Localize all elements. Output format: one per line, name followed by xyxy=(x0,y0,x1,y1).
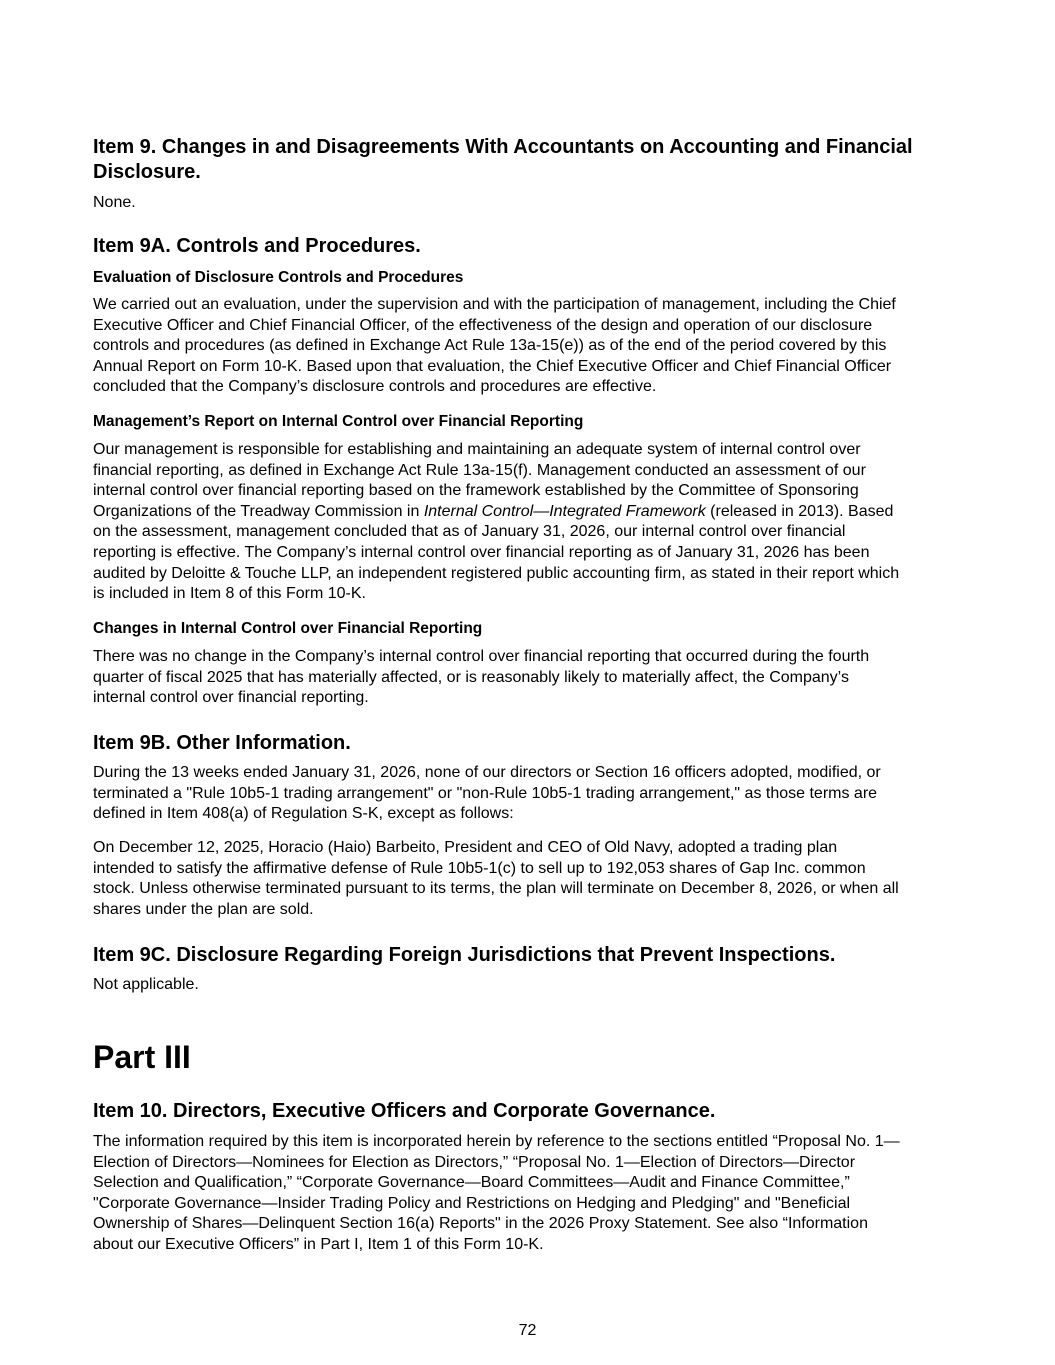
item9c-heading: Item 9C. Disclosure Regarding Foreign Jurisdictions that Prevent Inspections. xyxy=(93,944,836,966)
text-line: We carried out an evaluation, under the supervision and with the participation of management, including the Chief xyxy=(93,296,896,313)
management-report-subheading: Management’s Report on Internal Control over Financial Reporting xyxy=(93,413,584,430)
heading-line: Disclosure. xyxy=(93,161,201,183)
text-line: Executive Officer and Chief Financial Officer, of the effectiveness of the design and operation of our disclosure xyxy=(93,316,873,334)
italic-title: Internal Control—Integrated Framework xyxy=(423,502,706,520)
text-line: terminated a "Rule 10b5-1 trading arrangement" or "non-Rule 10b5-1 trading arrangement," as those terms are xyxy=(93,784,878,802)
text-line: "Corporate Governance—Insider Trading Policy and Restrictions on Hedging and Pledging" and "Beneficial xyxy=(93,1194,851,1212)
disclosure-controls-subheading: Evaluation of Disclosure Controls and Procedures xyxy=(93,269,464,286)
text-line: is included in Item 8 of this Form 10-K. xyxy=(93,585,366,603)
text-line: quarter of fiscal 2025 that has materially affected, or is reasonably likely to materially affect, the Company’s xyxy=(93,668,849,686)
text-line: controls and procedures (as defined in Exchange Act Rule 13a-15(e)) as of the end of the period covered by this xyxy=(93,337,887,355)
heading-line: Item 9. Changes in and Disagreements With Accountants on Accounting and Financial xyxy=(93,136,913,158)
part-title: Part III xyxy=(93,1039,191,1075)
text-line: on the assessment, management concluded that as of January 31, 2026, our internal control over financial xyxy=(93,523,846,541)
text-line: Our management is responsible for establishing and maintaining an adequate system of internal control over xyxy=(93,441,861,458)
text-line: Election of Directors—Nominees for Election as Directors,” “Proposal No. 1—Election of Directors—Director xyxy=(93,1153,856,1171)
text-line: On December 12, 2025, Horacio (Haio) Barbeito, President and CEO of Old Navy, adopted a trading plan xyxy=(93,839,838,856)
text-segment: Organizations of the Treadway Commission in xyxy=(93,502,424,520)
text-line: audited by Deloitte & Touche LLP, an independent registered public accounting firm, as stated in their report which xyxy=(93,564,900,582)
text-line: shares under the plan are sold. xyxy=(93,900,314,918)
item9c-body: Not applicable. xyxy=(93,976,199,993)
changes-internal-control-paragraph xyxy=(93,647,973,709)
text-line: There was no change in the Company’s internal control over financial reporting that occurred during the fourth xyxy=(93,648,870,665)
text-line: Annual Report on Form 10-K. Based upon that evaluation, the Chief Executive Officer and Chief Financial Officer xyxy=(93,357,892,375)
text-line: about our Executive Officers” in Part I, Item 1 of this Form 10-K. xyxy=(93,1235,544,1253)
item9b-heading: Item 9B. Other Information. xyxy=(93,732,351,754)
item10-heading: Item 10. Directors, Executive Officers and Corporate Governance. xyxy=(93,1100,716,1122)
text-line: stock. Unless otherwise terminated pursuant to its terms, the plan will terminate on December 8, 2026, or when all xyxy=(93,880,899,898)
management-report-paragraph xyxy=(93,440,973,605)
disclosure-controls-paragraph xyxy=(93,295,973,398)
text-line: internal control over financial reporting. xyxy=(93,689,369,707)
text-line: defined in Item 408(a) of Regulation S-K, except as follows: xyxy=(93,805,514,823)
text-line xyxy=(93,502,973,523)
text-line: intended to satisfy the affirmative defense of Rule 10b5-1(c) to sell up to 192,053 shares of Gap Inc. common xyxy=(93,859,866,877)
text-line: concluded that the Company’s disclosure controls and procedures are effective. xyxy=(93,378,657,396)
text-line: reporting is effective. The Company’s internal control over financial reporting as of January 31, 2026 has been xyxy=(93,543,870,561)
text-segment: (released in 2013). Based xyxy=(705,502,894,520)
text-line: Selection and Qualification,” “Corporate Governance—Board Committees—Audit and Finance Committee,” xyxy=(93,1174,850,1192)
page-number: 72 xyxy=(518,1322,537,1339)
item9-body: None. xyxy=(93,194,136,211)
text-line: During the 13 weeks ended January 31, 2026, none of our directors or Section 16 officers adopted, modified, or xyxy=(93,764,881,781)
text-line: internal control over financial reporting based on the framework established by the Committee of Sponsoring xyxy=(93,482,859,500)
changes-internal-control-subheading: Changes in Internal Control over Financial Reporting xyxy=(93,620,483,637)
text-line: Ownership of Shares—Delinquent Section 16(a) Reports" in the 2026 Proxy Statement. See also “Information xyxy=(93,1215,868,1233)
item9b-paragraph-1 xyxy=(93,763,973,825)
item9b-paragraph-2 xyxy=(93,838,973,920)
item9a-heading: Item 9A. Controls and Procedures. xyxy=(93,235,421,257)
item9-heading xyxy=(93,135,973,185)
text-line: financial reporting, as defined in Exchange Act Rule 13a-15(f). Management conducted an assessment of our xyxy=(93,461,866,479)
item10-paragraph xyxy=(93,1132,973,1256)
text-line: The information required by this item is incorporated herein by reference to the sections entitled “Proposal No. 1— xyxy=(93,1133,900,1150)
